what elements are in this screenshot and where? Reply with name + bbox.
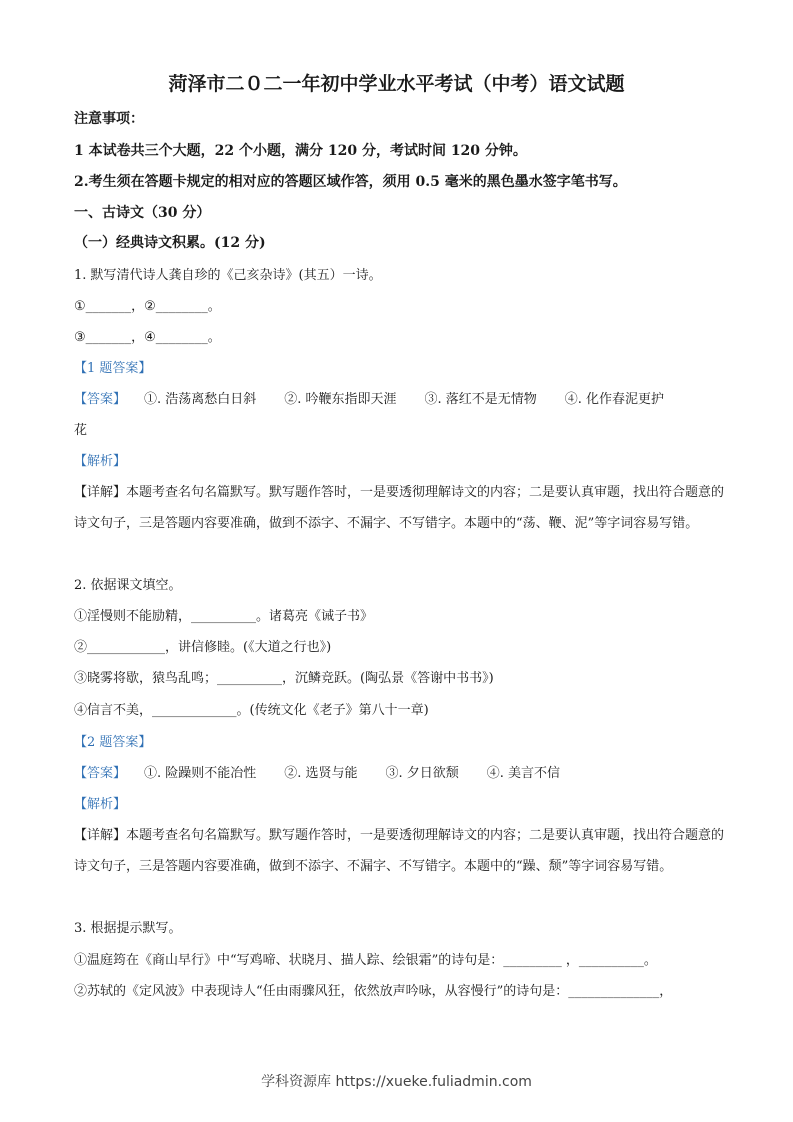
- q2-answer-header: 【2 题答案】: [74, 735, 152, 750]
- q1-answer-row: [74, 392, 733, 408]
- q2-line-3: ③晓雾将歇，猿鸟乱鸣；__________，沉鳞竞跃。(陶弘景《答谢中书书》): [74, 671, 494, 686]
- q2-line-1: ①淫慢则不能励精，__________。诸葛亮《诫子书》: [74, 609, 374, 624]
- q1-blank-line-2: ③_______，④________。: [74, 330, 221, 345]
- footer-watermark: 学科资源库 https://xueke.fuliadmin.com: [261, 1074, 532, 1090]
- q2-analysis-tag: 【解析】: [74, 797, 127, 812]
- answer-item: ②. 吟鞭东指即天涯: [284, 392, 397, 407]
- q2-line-2: ②____________，讲信修睦。(《大道之行也》): [74, 640, 332, 655]
- q3-line-1: ①温庭筠在《商山早行》中“写鸡啼、状晓月、描人踪、绘银霜”的诗句是：_________ ，__________。: [74, 953, 657, 968]
- q2-detail: 【详解】本题考查名句名篇默写。默写题作答时，一是要透彻理解诗文的内容；二是要认真审题，找出符合题意的诗文句子，三是答题内容要准确，做到不添字、不漏字、不写错字。本题中的“躁、颓”等字词容易写错。: [74, 828, 725, 874]
- answer-item: ①. 浩荡离愁白日斜: [144, 392, 257, 407]
- answer-item: ③. 落红不是无情物: [424, 392, 537, 407]
- answer-item: ④. 美言不信: [486, 766, 561, 781]
- page-title: 菏泽市二０二一年初中学业水平考试（中考）语文试题: [168, 73, 625, 95]
- q1-prompt: 1. 默写清代诗人龚自珍的《己亥杂诗》(其五）一诗。: [74, 268, 382, 283]
- notice-item-1: 1 本试卷共三个大题，22 个小题，满分 120 分，考试时间 120 分钟。: [74, 143, 527, 159]
- q1-analysis-tag: 【解析】: [74, 454, 127, 469]
- answer-item: ③. 夕日欲颓: [385, 766, 459, 781]
- q1-answer-wrap: 花: [74, 423, 88, 438]
- answer-item: ④. 化作春泥更护: [564, 392, 665, 407]
- q2-line-4: ④信言不美，_____________。(传统文化《老子》第八十一章): [74, 703, 429, 718]
- subsection-heading: （一）经典诗文积累。(12 分): [74, 235, 266, 251]
- q1-answer-header: 【1 题答案】: [74, 361, 152, 376]
- q2-answer-row: [74, 766, 733, 782]
- answer-tag: 【答案】: [74, 766, 127, 781]
- answer-item: ①. 险躁则不能冶性: [144, 766, 257, 781]
- answer-tag: 【答案】: [74, 392, 127, 407]
- q2-prompt: 2. 依据课文填空。: [74, 578, 182, 593]
- section-heading: 一、古诗文（30 分）: [74, 205, 211, 221]
- notice-heading: 注意事项：: [74, 111, 144, 127]
- q1-detail: 【详解】本题考查名句名篇默写。默写题作答时，一是要透彻理解诗文的内容；二是要认真审题，找出符合题意的诗文句子，三是答题内容要准确，做到不添字、不漏字、不写错字。本题中的“荡、鞭、泥”等字词容易写错。: [74, 485, 725, 531]
- q3-line-2: ②苏轼的《定风波》中表现诗人“任由雨骤风狂，依然放声吟咏，从容慢行”的诗句是：______________，: [74, 984, 673, 999]
- answer-item: ②. 选贤与能: [284, 766, 358, 781]
- q1-blank-line-1: ①_______，②________。: [74, 299, 221, 314]
- q3-prompt: 3. 根据提示默写。: [74, 921, 182, 936]
- notice-item-2: 2.考生须在答题卡规定的相对应的答题区域作答，须用 0.5 毫米的黑色墨水签字笔书写。: [74, 174, 627, 190]
